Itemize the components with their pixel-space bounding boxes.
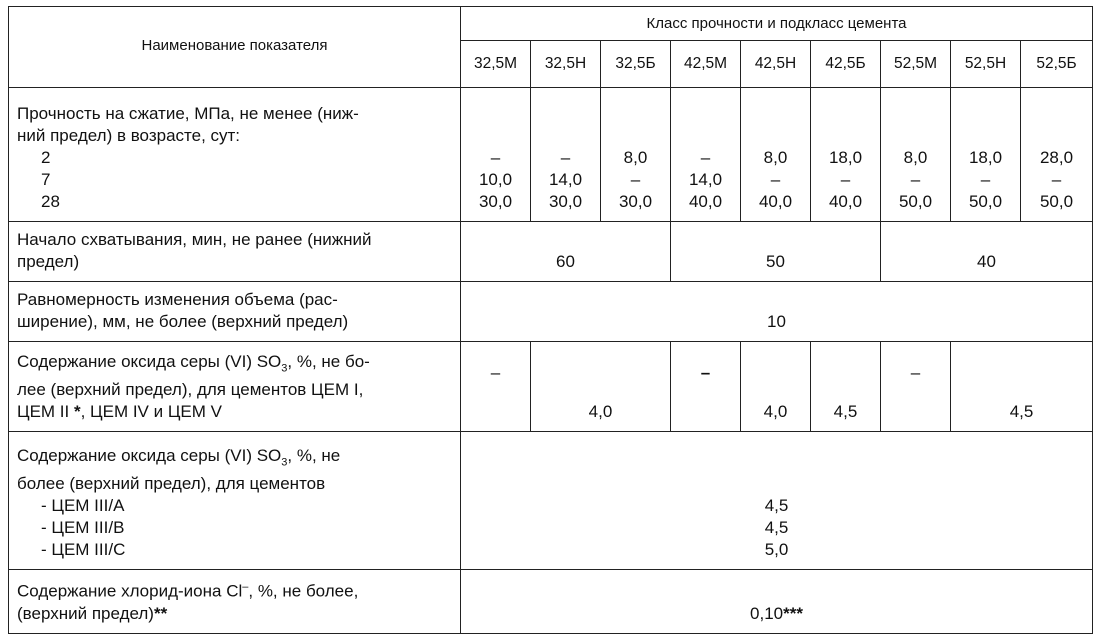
so3-cell: – — [881, 342, 951, 432]
setting-cell: 60 — [461, 222, 671, 282]
table-row-setting — [9, 222, 1093, 282]
header-class-group: Класс прочности и подкласс цемента — [461, 7, 1093, 41]
label-subscript: 3 — [281, 362, 288, 374]
age-label: 7 — [41, 170, 51, 189]
soundness-cell: 10 — [461, 282, 1093, 342]
header-class: 52,5Н — [951, 40, 1021, 87]
so3-cell: – — [461, 342, 531, 432]
strength-cell: 8,0 – 50,0 — [881, 88, 951, 222]
header-class: 42,5М — [671, 40, 741, 87]
setting-cell: 40 — [881, 222, 1093, 282]
label-text: Содержание оксида серы (VI) SO — [17, 445, 282, 465]
so3-cell: 4,5 — [811, 342, 881, 432]
so3-cell: 4,0 — [531, 342, 671, 432]
cement-type-label: - ЦЕМ III/C — [41, 540, 126, 559]
header-class: 52,5Б — [1021, 40, 1093, 87]
header-class: 32,5М — [461, 40, 531, 87]
strength-cell: – 14,0 30,0 — [531, 88, 601, 222]
label-text: , ЦЕМ IV и ЦЕМ V — [80, 402, 222, 421]
table-row-chloride — [9, 570, 1093, 634]
so3-value: 4,5 — [764, 496, 789, 515]
label-line: Равномерность изменения объема (рас- — [17, 290, 338, 309]
label-superscript: – — [242, 581, 249, 593]
row-label-so3-general — [9, 342, 461, 432]
strength-cell: – 14,0 40,0 — [671, 88, 741, 222]
label-subscript: 3 — [281, 456, 288, 468]
header-name-column: Наименование показателя — [9, 7, 461, 88]
chloride-value: 0,10 — [750, 603, 784, 623]
setting-cell: 50 — [671, 222, 881, 282]
age-label: 2 — [41, 148, 51, 167]
strength-cell: 18,0 – 50,0 — [951, 88, 1021, 222]
label-text: , %, не — [287, 445, 341, 465]
header-class: 42,5Н — [741, 40, 811, 87]
table-row-strength — [9, 88, 1093, 222]
strength-cell: 28,0 – 50,0 — [1021, 88, 1093, 222]
label-text: (верхний предел) — [17, 603, 154, 623]
label-line: ширение), мм, не более (верхний предел) — [17, 312, 349, 331]
cement-requirements-table — [8, 6, 1093, 634]
header-class: 32,5Н — [531, 40, 601, 87]
header-class: 42,5Б — [811, 40, 881, 87]
table-row-so3-general — [9, 342, 1093, 432]
age-label: 28 — [41, 192, 60, 211]
label-text: Содержание хлорид-иона Cl — [17, 581, 243, 601]
table-row-so3-cem3 — [9, 432, 1093, 570]
label-text: , %, не более, — [248, 581, 359, 601]
row-label-setting — [9, 222, 461, 282]
label-line: ний предел) в возрасте, сут: — [17, 126, 241, 145]
row-label-soundness — [9, 282, 461, 342]
so3-cell: 4,0 — [741, 342, 811, 432]
so3-value: 5,0 — [764, 540, 789, 559]
label-text: , %, не бо- — [287, 351, 370, 371]
cement-type-label: - ЦЕМ III/A — [41, 496, 125, 515]
so3-cell: 4,5 — [951, 342, 1093, 432]
so3-value: 4,5 — [764, 518, 789, 537]
label-text: Содержание оксида серы (VI) SO — [17, 351, 282, 371]
footnote-marker: * — [73, 402, 81, 421]
chloride-cell — [461, 570, 1093, 634]
table-row-soundness — [9, 282, 1093, 342]
cement-type-label: - ЦЕМ III/B — [41, 518, 125, 537]
row-label-strength — [9, 88, 461, 222]
label-line: более (верхний предел), для цементов — [17, 474, 326, 493]
label-text: ЦЕМ II — [17, 402, 74, 421]
header-class: 52,5М — [881, 40, 951, 87]
strength-cell: 8,0 – 40,0 — [741, 88, 811, 222]
so3-cem3-cell — [461, 432, 1093, 570]
label-line: Прочность на сжатие, МПа, не менее (ниж- — [17, 104, 359, 123]
footnote-marker: ** — [153, 603, 168, 623]
label-line: Начало схватывания, мин, не ранее (нижний — [17, 230, 372, 249]
row-label-so3-cem3 — [9, 432, 461, 570]
header-class: 32,5Б — [601, 40, 671, 87]
row-label-chloride — [9, 570, 461, 634]
label-line: предел) — [17, 252, 80, 271]
strength-cell: – 10,0 30,0 — [461, 88, 531, 222]
label-line: лее (верхний предел), для цементов ЦЕМ I, — [17, 380, 364, 399]
so3-cell: – — [671, 342, 741, 432]
strength-cell: 18,0 – 40,0 — [811, 88, 881, 222]
strength-cell: 8,0 – 30,0 — [601, 88, 671, 222]
footnote-marker: *** — [783, 603, 803, 623]
